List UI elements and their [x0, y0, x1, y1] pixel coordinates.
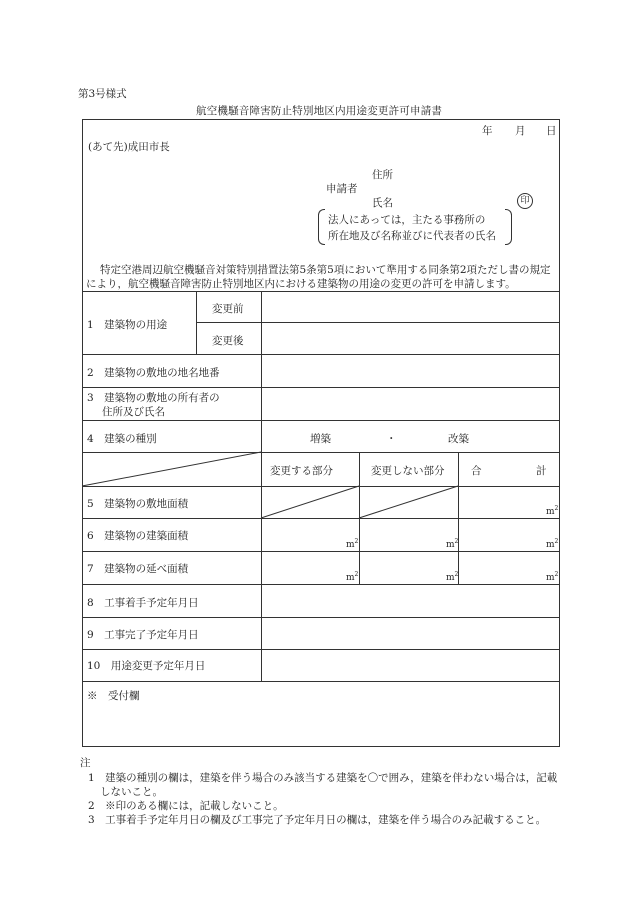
owner-label-line2: 住所及び氏名: [102, 406, 165, 418]
use-change-date-label: 10 用途変更予定年月日: [87, 660, 206, 672]
note-2: 2 ※印のある欄には，記載しないこと。: [88, 800, 284, 812]
document-title: 航空機騒音障害防止特別地区内用途変更許可申請書: [196, 105, 443, 117]
corporate-note-line1: 法人にあっては，主たる事務所の: [328, 214, 486, 226]
reception-label: ※ 受付欄: [87, 690, 140, 702]
corporate-note-line2: 所在地及び名称並びに代表者の氏名: [328, 230, 496, 242]
site-area-label: 5 建築物の敷地面積: [87, 498, 189, 510]
statement-line2: により，航空機騒音障害防止特別地区内における建築物の用途の変更の許可を申請します。: [86, 278, 516, 290]
unit-unchanged-building: $m^2$: [446, 538, 459, 550]
building-area-label: 6 建築物の建築面積: [87, 530, 189, 542]
date-month-label: 月: [515, 125, 526, 137]
usage-label: 1 建築物の用途: [87, 319, 168, 331]
start-date-label: 8 工事着手予定年月日: [87, 597, 199, 609]
addressee: (あて先)成田市長: [88, 141, 170, 153]
after-change-label: 変更後: [212, 335, 244, 347]
unchanged-site-diagonal: [359, 486, 458, 518]
note-1-line2: しないこと。: [100, 786, 163, 798]
total-header-b: 計: [536, 465, 547, 477]
header-diagonal: [82, 452, 261, 486]
unit-total-floor: $m^2$: [546, 571, 559, 583]
unit-changed-building: $m^2$: [346, 538, 359, 550]
unit-unchanged-floor: $m^2$: [446, 571, 459, 583]
form-number-label: 第3号様式: [78, 88, 127, 100]
total-header-a: 合: [471, 465, 482, 477]
type-extension: 増築: [310, 433, 331, 445]
owner-label-line1: 3 建築物の敷地の所有者の: [87, 392, 220, 404]
unit-total-building: $m^2$: [546, 538, 559, 550]
note-3: 3 工事着手予定年月日の欄及び工事完了予定年月日の欄は，建築を伴う場合のみ記載すること。: [88, 814, 547, 826]
notes-heading: 注: [80, 757, 91, 769]
changed-part-header: 変更する部分: [270, 465, 333, 477]
statement-line1: 特定空港周辺航空機騒音対策特別措置法第5条第5項において準用する同条第2項ただし書の規定: [100, 264, 551, 276]
type-separator: ・: [386, 433, 397, 445]
seal-mark: 印: [517, 193, 533, 209]
note-1-line1: 1 建築の種別の欄は，建築を伴う場合のみ該当する建築を〇で囲み，建築を伴わない場合は，記載: [88, 772, 558, 784]
unchanged-part-header: 変更しない部分: [371, 465, 445, 477]
lot-label: 2 建築物の敷地の地名地番: [87, 367, 220, 379]
date-day-label: 日: [546, 125, 557, 137]
date-year-label: 年: [482, 125, 493, 137]
applicant-label: 申請者: [326, 183, 358, 195]
unit-changed-floor: $m^2$: [346, 571, 359, 583]
changed-site-diagonal: [261, 486, 359, 518]
before-change-label: 変更前: [212, 303, 244, 315]
floor-area-label: 7 建築物の延べ面積: [87, 563, 189, 575]
end-date-label: 9 工事完了予定年月日: [87, 629, 199, 641]
name-label: 氏名: [372, 197, 393, 209]
unit-total-site: $m^2$: [546, 505, 559, 517]
construction-type-label: 4 建築の種別: [87, 433, 157, 445]
type-renovation: 改築: [448, 433, 469, 445]
address-label: 住所: [372, 169, 393, 181]
